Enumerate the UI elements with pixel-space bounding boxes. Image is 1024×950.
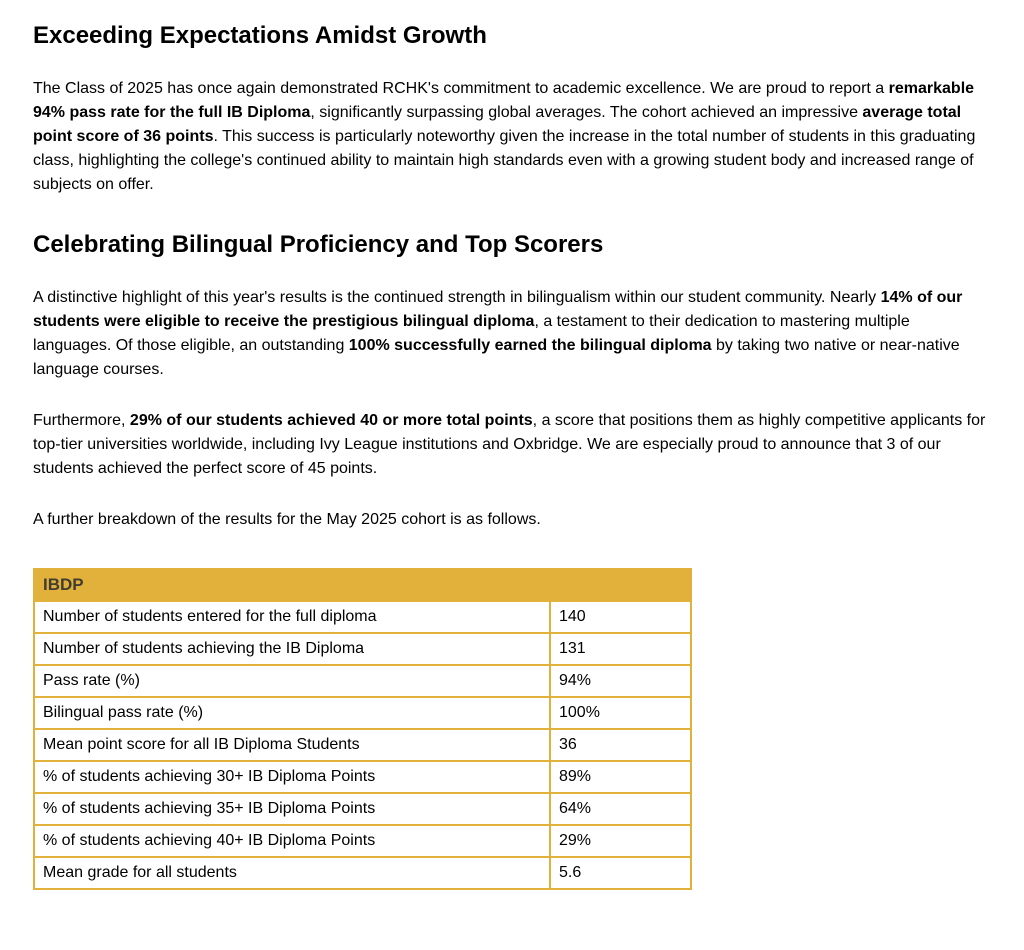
text-segment: A further breakdown of the results for the May 2025 cohort is as follows. [33,511,541,528]
table-row [34,633,691,665]
ibdp-table-head [34,569,691,601]
metric-value: 5.6 [550,857,691,889]
paragraph-class-of-2025 [33,77,990,197]
paragraph-top-scorers [33,409,990,481]
text-segment: Furthermore, [33,412,130,429]
paragraph-bilingual-highlight [33,286,990,382]
bold-highlight: 14% of our students were eligible to receive the prestigious bilingual diploma [33,289,963,330]
metric-value: 89% [550,761,691,793]
bold-highlight: 29% of our students achieved 40 or more total points [129,412,533,429]
text-segment: A distinctive highlight of this year's results is the continued strength in bilingualism within our student community. Nearly [33,289,881,306]
section-heading-exceeding-expectations: Exceeding Expectations Amidst Growth [33,22,487,49]
metric-label: % of students achieving 40+ IB Diploma Points [34,825,550,857]
metric-label: Mean point score for all IB Diploma Students [34,729,550,761]
table-row [34,601,691,633]
text-segment: by taking two native or near-native language courses. [33,337,960,378]
metric-label: Pass rate (%) [34,665,550,697]
paragraph-breakdown-intro [33,508,990,532]
metric-value: 131 [550,633,691,665]
metric-value: 36 [550,729,691,761]
metric-value: 64% [550,793,691,825]
ibdp-table-title: IBDP [34,569,691,601]
table-row [34,825,691,857]
table-row [34,761,691,793]
bold-highlight: average total point score of 36 points [33,104,962,145]
text-segment: , a score that positions them as highly competitive applicants for top-tier universities worldwide, including Ivy League institutions and Oxbridge. We are especially proud to announce that 3 of our students achieved the perfect score of 45 points. [33,412,986,477]
metric-value: 140 [550,601,691,633]
text-segment: , significantly surpassing global averages. The cohort achieved an impressive [310,104,863,121]
metric-label: Mean grade for all students [34,857,550,889]
table-row [34,665,691,697]
table-row [34,697,691,729]
ibdp-table-body [34,601,691,889]
metric-label: Number of students entered for the full diploma [34,601,550,633]
metric-label: % of students achieving 35+ IB Diploma Points [34,793,550,825]
metric-value: 100% [550,697,691,729]
metric-label: Number of students achieving the IB Diploma [34,633,550,665]
section-heading-celebrating-bilingual: Celebrating Bilingual Proficiency and Top Scorers [33,231,604,258]
metric-value: 29% [550,825,691,857]
table-row [34,793,691,825]
bold-highlight: remarkable 94% pass rate for the full IB Diploma [33,80,975,121]
ibdp-results-table [33,568,692,890]
text-segment: The Class of 2025 has once again demonstrated RCHK's commitment to academic excellence. We are proud to report a [33,80,889,97]
text-segment: . This success is particularly noteworthy given the increase in the total number of students in this graduating class, highlighting the college's continued ability to maintain high standards even with a growing student body and increased range of subjects on offer. [33,128,976,193]
table-row [34,729,691,761]
table-row [34,857,691,889]
metric-label: Bilingual pass rate (%) [34,697,550,729]
bold-highlight: 100% successfully earned the bilingual diploma [348,337,712,354]
metric-value: 94% [550,665,691,697]
document-body [0,22,1024,890]
ibdp-table-title-row [34,569,691,601]
text-segment: , a testament to their dedication to mastering multiple languages. Of those eligible, an outstanding [33,313,910,354]
metric-label: % of students achieving 30+ IB Diploma Points [34,761,550,793]
